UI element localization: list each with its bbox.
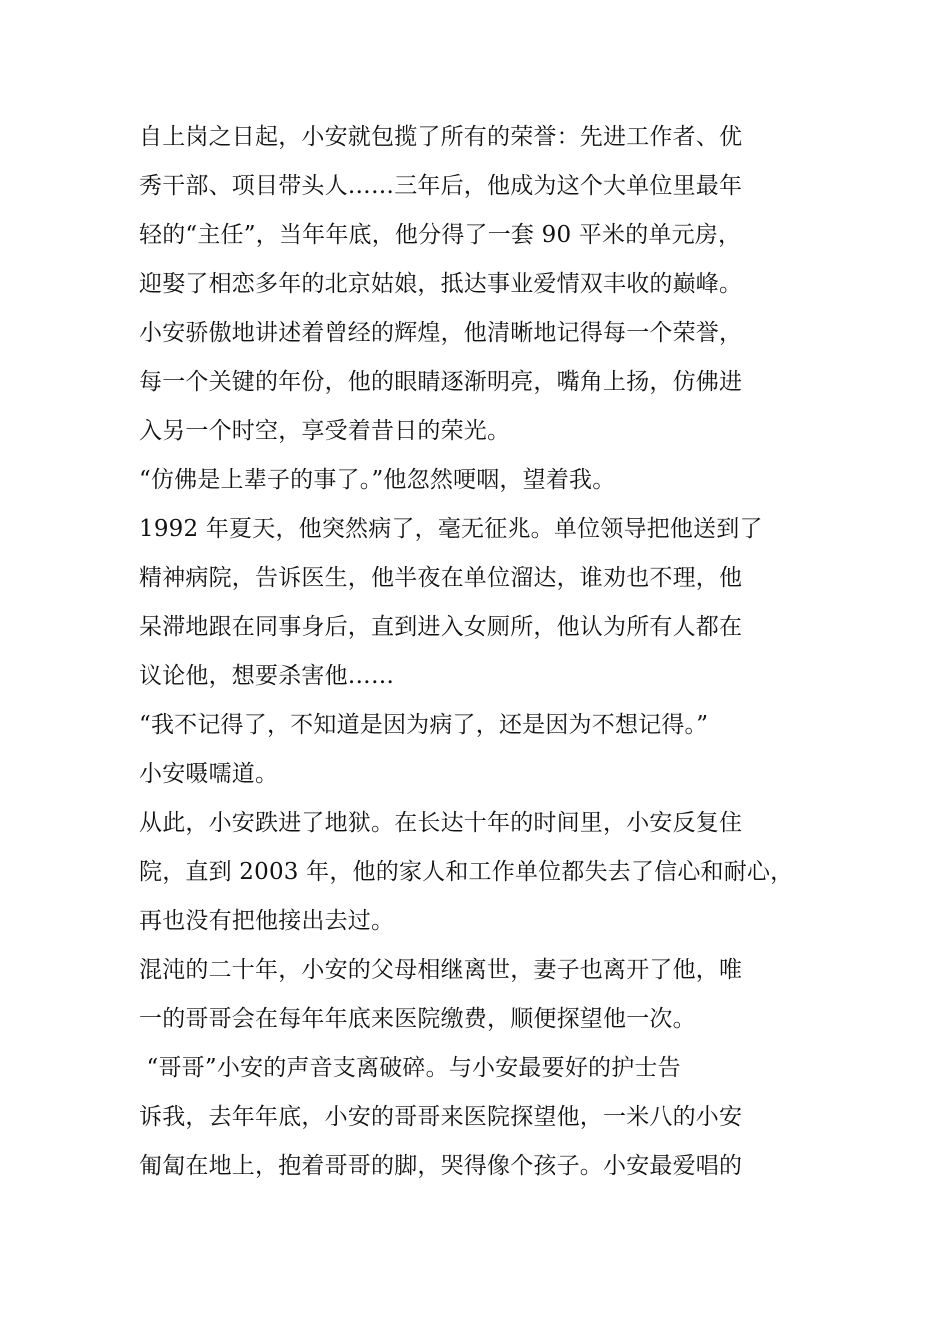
text-line: 入另一个时空，享受着昔日的荣光。 — [139, 418, 511, 444]
text-line: 一的哥哥会在每年年底来医院缴费，顺便探望他一次。 — [139, 1006, 696, 1032]
text-line: “我不记得了，不知道是因为病了，还是因为不想记得。” — [139, 712, 709, 738]
text-line: 再也没有把他接出去过。 — [139, 908, 395, 934]
text-line: 每一个关键的年份，他的眼睛逐渐明亮，嘴角上扬，仿佛进 — [139, 369, 743, 395]
document-body — [139, 113, 839, 1191]
text-line: 轻的“主任”，当年年底，他分得了一套 90 平米的单元房， — [139, 222, 742, 248]
text-line: “哥哥”小安的声音支离破碎。与小安最要好的护士告 — [139, 1055, 681, 1081]
text-line: 自上岗之日起，小安就包揽了所有的荣誉：先进工作者、优 — [139, 124, 743, 150]
text-line: 从此，小安跌进了地狱。在长达十年的时间里，小安反复住 — [139, 810, 743, 836]
text-line: 1992 年夏天，他突然病了，毫无征兆。单位领导把他送到了 — [139, 516, 763, 542]
text-line: 小安骄傲地讲述着曾经的辉煌，他清晰地记得每一个荣誉， — [139, 320, 743, 346]
text-line: 迎娶了相恋多年的北京姑娘，抵达事业爱情双丰收的巅峰。 — [139, 271, 743, 297]
text-line: 议论他，想要杀害他…… — [139, 663, 395, 689]
text-line: 诉我，去年年底，小安的哥哥来医院探望他，一米八的小安 — [139, 1104, 743, 1130]
text-line: 呆滞地跟在同事身后，直到进入女厕所，他认为所有人都在 — [139, 614, 743, 640]
text-line: 院，直到 2003 年，他的家人和工作单位都失去了信心和耐心， — [139, 859, 794, 885]
text-line: 混沌的二十年，小安的父母相继离世，妻子也离开了他，唯 — [139, 957, 743, 983]
text-line: 精神病院，告诉医生，他半夜在单位溜达，谁劝也不理，他 — [139, 565, 743, 591]
text-line: 匍匐在地上，抱着哥哥的脚，哭得像个孩子。小安最爱唱的 — [139, 1153, 743, 1179]
text-line: “仿佛是上辈子的事了。”他忽然哽咽，望着我。 — [139, 467, 616, 493]
text-line: 小安嗫嚅道。 — [139, 761, 279, 787]
text-line: 秀干部、项目带头人……三年后，他成为这个大单位里最年 — [139, 173, 743, 199]
